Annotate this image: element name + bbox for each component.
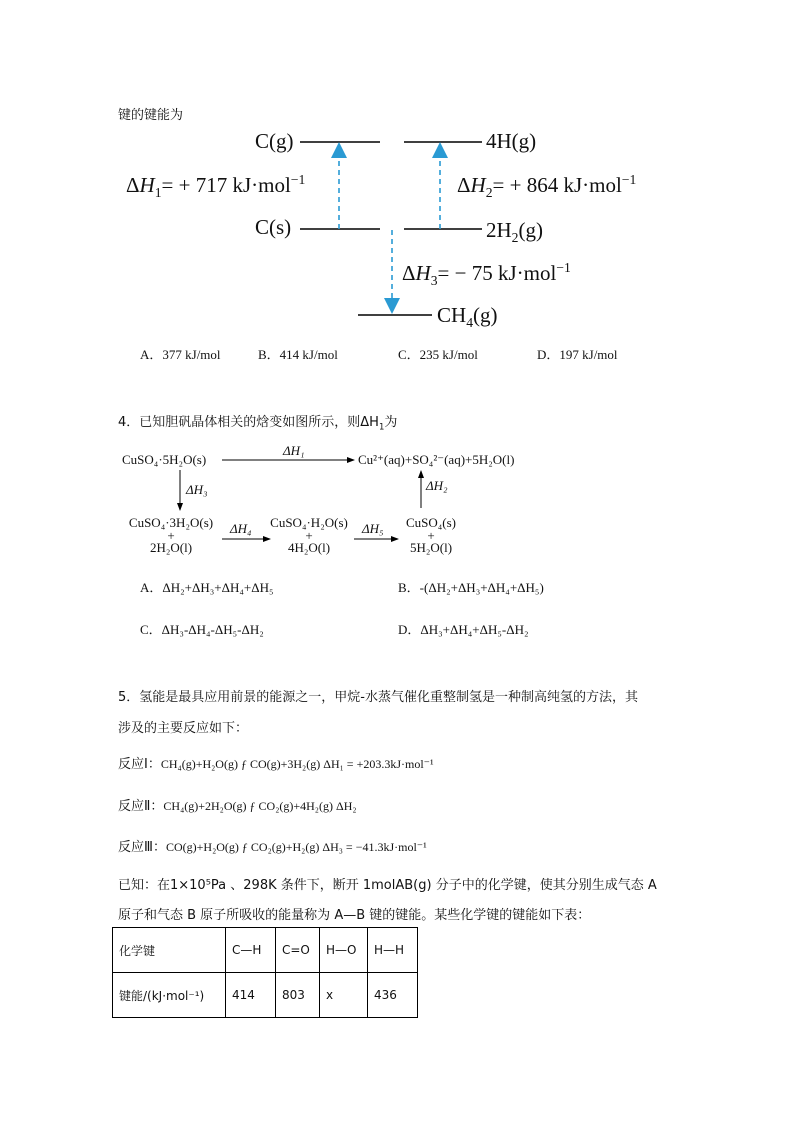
q4-option-d[interactable]: D．ΔH₃+ΔH₄+ΔH₅-ΔH₂ (398, 622, 529, 637)
table-header-cell: C=O (276, 928, 320, 973)
cycle-dh4: ΔH₄ (230, 521, 252, 536)
cycle-left-top: CuSO₄·5H₂O(s) (122, 452, 207, 467)
q3-option-a[interactable]: A．377 kJ/mol (140, 347, 221, 362)
q5-known-line2: 原子和气态 B 原子所吸收的能量称为 A—B 键的键能。某些化学键的键能如下表： (118, 908, 591, 923)
cycle-box3: CuSO₄(s) + 5H₂O(l) (405, 515, 457, 555)
cycle-dh2: ΔH₂ (426, 478, 448, 493)
reaction-2: 反应Ⅱ：CH₄(g)+2H₂O(g) ƒ CO₂(g)+4H₂(g) ΔH₂ (118, 799, 357, 814)
q4-option-b[interactable]: B．-(ΔH₂+ΔH₃+ΔH₄+ΔH₅) (398, 580, 544, 595)
label-cg: C(g) (255, 129, 294, 153)
label-2h2g: $2H_2(g)$ (486, 218, 543, 246)
q4-option-a[interactable]: A．ΔH₂+ΔH₃+ΔH₄+ΔH₅ (140, 580, 274, 595)
label-ch4g: $CH_4(g)$ (437, 303, 498, 331)
table-header-cell: H—H (368, 928, 418, 973)
cycle-dh3: ΔH₃ (186, 482, 208, 497)
q5-stem-line1: 5．氢能是最具应用前景的能源之一，甲烷-水蒸气催化重整制氢是一种制高纯氢的方法，其 (118, 690, 638, 705)
table-header-cell: C—H (226, 928, 276, 973)
table-header-cell: 化学键 (113, 928, 226, 973)
q3-option-b[interactable]: B．414 kJ/mol (258, 347, 338, 362)
label-cs: C(s) (255, 215, 292, 239)
q3-intro: 键的键能为 (118, 108, 184, 123)
table-cell: 803 (276, 973, 320, 1018)
q5-known-line1: 已知：在1×10⁵Pa 、298K 条件下，断开 1molAB(g) 分子中的化学键，使其分别生成气态 A (118, 878, 657, 893)
cycle-right-top: Cu²⁺(aq)+SO₄²⁻(aq)+5H₂O(l) (358, 452, 515, 467)
cycle-dh5: ΔH₅ (362, 521, 384, 536)
table-row (113, 973, 418, 1018)
table-cell: x (320, 973, 368, 1018)
q4-option-c[interactable]: C．ΔH₃-ΔH₄-ΔH₅-ΔH₂ (140, 622, 264, 637)
table-cell: 414 (226, 973, 276, 1018)
table-cell: 436 (368, 973, 418, 1018)
q5-stem-line2: 涉及的主要反应如下： (118, 721, 249, 736)
cycle-box2: CuSO₄·H₂O(s) + 4H₂O(l) (270, 515, 348, 555)
table-row-label: 键能/(kJ·mol⁻¹) (113, 973, 226, 1018)
label-dh1: $\Delta H_1= + 717$ kJ·mol$^{-1}$ (126, 172, 306, 201)
cycle-dh1: ΔH₁ (283, 443, 305, 458)
bond-energy-table (112, 927, 418, 1018)
label-4hg: 4H(g) (486, 129, 537, 153)
reaction-1: 反应Ⅰ：CH₄(g)+H₂O(g) ƒ CO(g)+3H₂(g) ΔH₁ = +203.3kJ·mol⁻¹ (118, 757, 434, 772)
energy-diagram-lines (0, 0, 794, 340)
q4-stem: 4．已知胆矾晶体相关的焓变如图所示，则$\Delta H_1$为 (118, 415, 398, 432)
q3-option-d[interactable]: D．197 kJ/mol (537, 347, 618, 362)
reaction-3: 反应Ⅲ：CO(g)+H₂O(g) ƒ CO₂(g)+H₂(g) ΔH₃ = −41.3kJ·mol⁻¹ (118, 840, 427, 855)
table-header-cell: H—O (320, 928, 368, 973)
cycle-box1: CuSO₄·3H₂O(s) + 2H₂O(l) (128, 515, 214, 555)
label-dh2: $\Delta H_2= + 864$ kJ·mol$^{-1}$ (457, 172, 637, 201)
table-row (113, 928, 418, 973)
label-dh3: $\Delta H_3= - 75$ kJ·mol$^{-1}$ (402, 260, 571, 289)
q3-option-c[interactable]: C．235 kJ/mol (398, 347, 478, 362)
